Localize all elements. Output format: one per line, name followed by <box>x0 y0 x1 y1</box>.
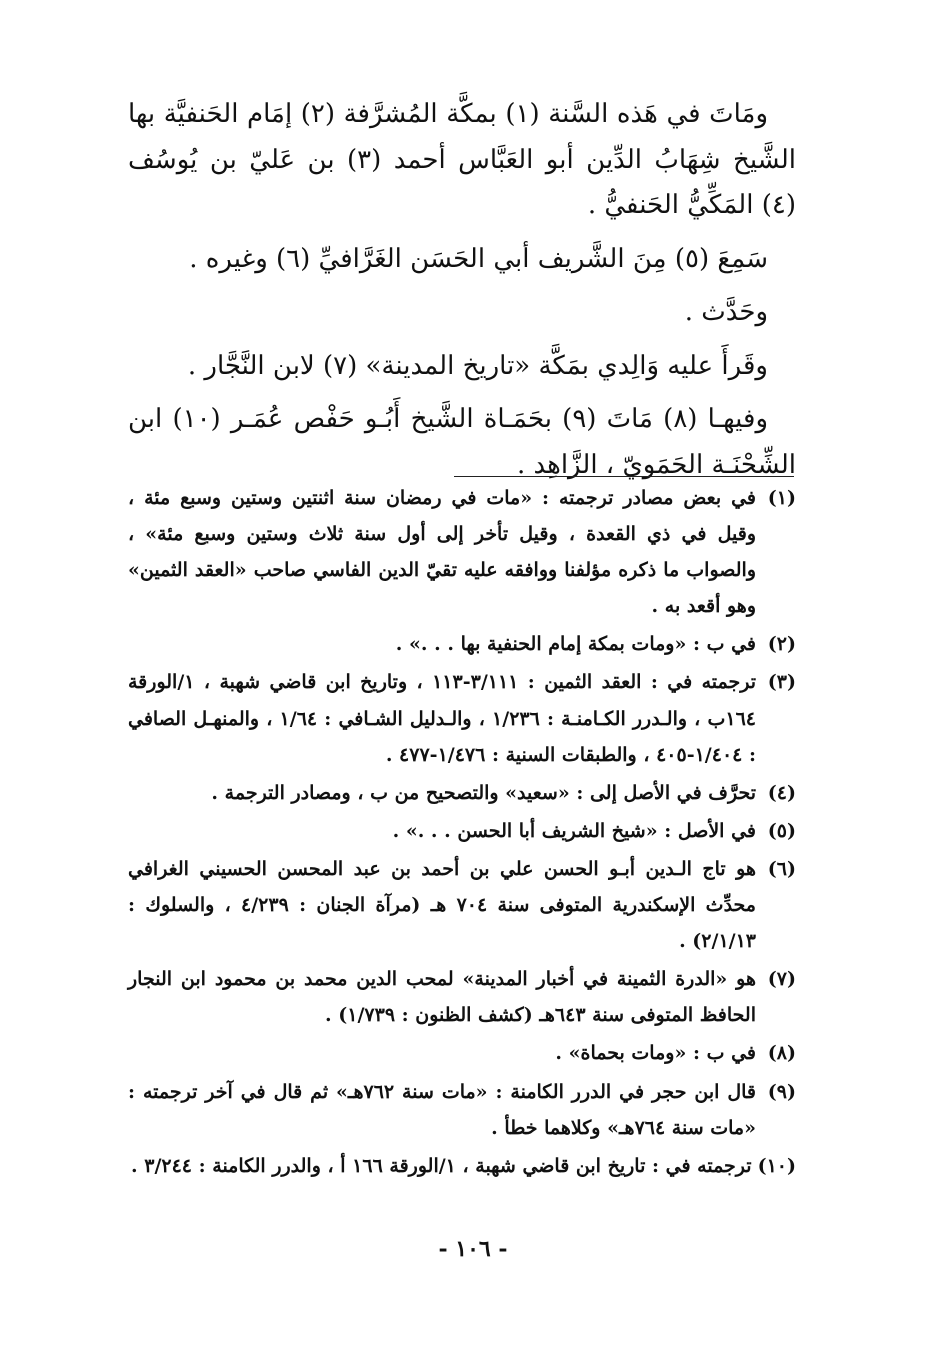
footnotes <box>128 480 796 1186</box>
main-paragraph: ومَاتَ في هَذه السَّنة (١) بمكَّة المُشرَّفة (٢) إمَام الحَنفيَّة بها الشَّيخ شِهَابُ الدِّين أبو العَبَّاس أحمد (٣) بن عَليّ بن يُوسُف (٤) المَكِّيُّ الحَنفيُّ . <box>128 99 797 220</box>
footnote-number: (٢) <box>767 633 796 656</box>
footnote <box>128 664 796 772</box>
footnote-text: في ب : «ومات بحماة» . <box>555 1042 756 1065</box>
footnote-text: ترجمته في : العقد الثمين : ٣/١١١-١١٣ ، وتاريخ ابن قاضي شهبة ، ١/الورقة ١٦٤ب ، والـدرر الكـامنـة : ١/٢٣٦ ، والـدليل الشـافي : ١/٦٤ ، والمنهـل الصافي : ١/٤٠٤-٤٠٥ ، والطبقات السنية : ١/٤٧٦-٤٧٧ . <box>128 671 756 766</box>
footnote-number: (٥) <box>767 819 796 842</box>
footnote-text: قال ابن حجر في الدرر الكامنة : «مات سنة ٧٦٢هـ» ثم قال في آخر ترجمته : «مات سنة ٧٦٤هـ» وكلاهما خطأ . <box>128 1080 756 1139</box>
footnote <box>128 480 796 624</box>
footnote <box>128 813 796 849</box>
footnote <box>128 1074 796 1146</box>
footnote-number: (٧) <box>767 968 796 991</box>
footnote <box>128 851 796 959</box>
footnote <box>128 961 796 1033</box>
main-paragraph: وقَرأَ عليه وَالِدي بمَكَّة «تاريخ المدينة» (٧) لابن النَّجَّار . <box>187 350 768 381</box>
page-number: - ١٠٦ - <box>438 1236 508 1262</box>
main-paragraph: وحَدَّث . <box>684 297 768 327</box>
footnote-text: هو «الدرة الثمينة في أخبار المدينة» لمحب الدين محمد بن محمود ابن النجار الحافظ المتوفى سنة ٦٤٣هـ (كشف الظنون : ١/٧٣٩) . <box>128 968 756 1027</box>
footnote <box>128 626 796 662</box>
footnote-number: (٤) <box>767 781 796 804</box>
footnote-number: (٨) <box>767 1042 796 1065</box>
footnote-text: تحرَّف في الأصل إلى : «سعيد» والتصحيح من ب ، ومصادر الترجمة . <box>211 781 756 804</box>
footnote <box>128 1148 796 1184</box>
footnote <box>128 775 796 811</box>
footnote-separator <box>454 476 794 477</box>
footnote-text: في بعض مصادر ترجمته : «مات في رمضان سنة اثنتين وستين وسبع مئة ، وقيل في ذي القعدة ، وقيل تأخر إلى أول سنة ثلاث وستين وسبع مئة» ، والصواب ما ذكره مؤلفنا ووافقه عليه تقيّ الدين الفاسي صاحب «العقد الثمين» وهو أقعد به . <box>128 487 756 618</box>
footnote <box>128 1035 796 1071</box>
footnote-number: (١٠) <box>757 1154 796 1177</box>
footnote-number: (٣) <box>767 671 796 694</box>
footnote-number: (٩) <box>767 1080 796 1103</box>
footnote-text: ترجمته في : تاريخ ابن قاضي شهبة ، ١/الورقة ١٦٦ أ ، والدرر الكامنة : ٣/٢٤٤ . <box>131 1154 752 1177</box>
main-paragraph: سَمِعَ (٥) مِنَ الشَّريف أبي الحَسَن الغَرَّافيِّ (٦) وغيره . <box>189 243 768 274</box>
main-paragraph: وفيهـا (٨) مَاتَ (٩) بحَمَـاة الشَّيخ أَبُـو حَفْص عُمَـر (١٠) ابن الشِّحْنَـة الحَمَويّ ، الزَّاهِد . <box>128 404 796 480</box>
footnote-text: في الأصل : «شيخ الشريف أبا الحسن . . .» . <box>392 819 756 842</box>
main-text <box>128 92 796 496</box>
footnote-number: (٦) <box>767 857 796 880</box>
footnote-text: في ب : «ومات بمكة إمام الحنفية بها . . .» . <box>395 633 756 656</box>
footnote-text: هو تاج الـدين أبـو الحسن علي بن أحمد بن عبد المحسن الحسيني الغرافي محدِّث الإسكندرية المتوفى سنة ٧٠٤ هـ (مرآة الجنان : ٤/٢٣٩ ، والسلوك : ٢/١/١٣) . <box>128 857 756 953</box>
footnote-number: (١) <box>767 487 796 509</box>
